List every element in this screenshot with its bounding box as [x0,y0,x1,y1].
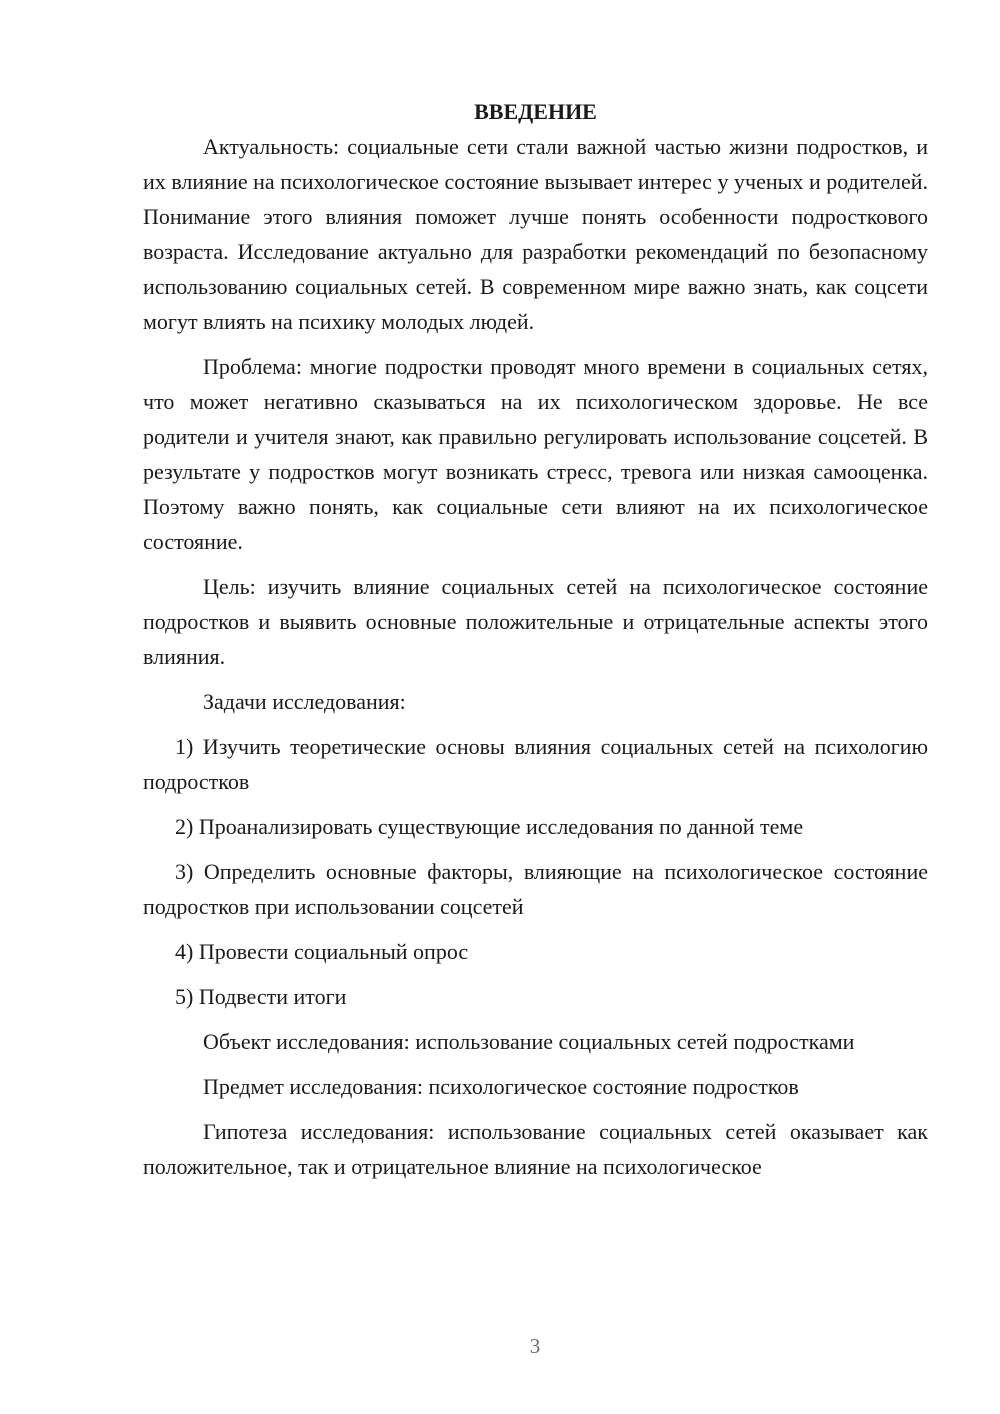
hypothesis-paragraph: Гипотеза исследования: использование социальных сетей оказывает как положительное, так и отрицательное влияние на психологическое [143,1119,928,1179]
task-item-4: 4) Провести социальный опрос [175,939,469,964]
task-item-1: 1) Изучить теоретические основы влияния социальных сетей на психологию подростков [143,734,928,794]
task-item-2: 2) Проанализировать существующие исследования по данной теме [175,814,804,839]
section-title: ВВЕДЕНИЕ [474,99,597,124]
goal-paragraph: Цель: изучить влияние социальных сетей на психологическое состояние подростков и выявить основные положительные и отрицательные аспекты этого влияния. [143,574,928,669]
page-content [143,94,928,1194]
task-item-3: 3) Определить основные факторы, влияющие на психологическое состояние подростков при использовании соцсетей [143,859,928,919]
tasks-heading: Задачи исследования: [203,689,406,714]
task-item-5: 5) Подвести итоги [175,984,347,1009]
problem-paragraph: Проблема: многие подростки проводят много времени в социальных сетях, что может негативно сказываться на их психологическом здоровье. Не все родители и учителя знают, как правильно регулировать использование соцсетей. В результате у подростков могут возникать стресс, тревога или низкая самооценка. Поэтому важно понять, как социальные сети влияют на их психологическое состояние. [143,354,928,554]
subject-paragraph: Предмет исследования: психологическое состояние подростков [203,1074,799,1099]
relevance-paragraph: Актуальность: социальные сети стали важной частью жизни подростков, и их влияние на психологическое состояние вызывает интерес у ученых и родителей. Понимание этого влияния поможет лучше понять особенности подросткового возраста. Исследование актуально для разработки рекомендаций по безопасному использованию социальных сетей. В современном мире важно знать, как соцсети могут влиять на психику молодых людей. [143,134,928,334]
object-paragraph: Объект исследования: использование социальных сетей подростками [203,1029,855,1054]
page-number: 3 [529,1334,541,1358]
